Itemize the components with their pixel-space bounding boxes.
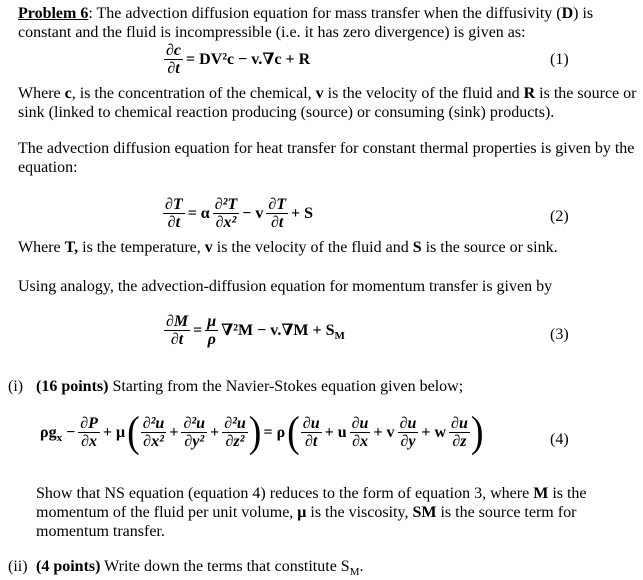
heat-intro-line1: The advection diffusion equation for heat transfer for constant thermal properties is given by the — [18, 140, 635, 157]
intro-text-a: : The advection diffusion equation for mass transfer when the diffusivity ( — [88, 5, 562, 22]
where1-line2: sink (linked to chemical reaction producing (source) or consuming (sink) products). — [18, 104, 555, 121]
show-line1: Show that NS equation (equation 4) reduces to the form of equation 3, where M is the — [36, 485, 587, 502]
equation-3: $\frac{\partial M}{\partial t}$ = $\frac{\mu}{\rho}$ $\nabla^2M - v.\nabla M + S_M$ — [166, 313, 345, 348]
where2-line: Where T, is the temperature, v is the velocity of the fluid and S is the source or sink. — [18, 239, 558, 256]
equation-1 — [163, 42, 312, 77]
analogy-line: Using analogy, the advection-diffusion equation for momentum transfer is given by — [18, 278, 553, 295]
equation-4-number: (4) — [550, 431, 569, 448]
part-ii-label: (ii) — [8, 558, 28, 575]
v-symbol: v — [315, 85, 324, 102]
problem-intro-line1 — [18, 4, 640, 23]
right-paren-2: ) — [470, 407, 484, 457]
problem-intro-line2: constant and the fluid is incompressible (i.e. it has zero divergence) is given as: — [18, 24, 526, 41]
left-paren-2: ( — [287, 407, 300, 457]
eq1-lhs-fraction: $\frac{\partial c}{\partial t}$ — [166, 42, 182, 77]
equation-2: $\frac{\partial T}{\partial t}$ = α $\frac{\text{∂²T}}{\text{∂x²}}$ − v $\frac{\partial T}{\partial t}$ + S — [165, 196, 314, 231]
right-paren-1: ) — [248, 407, 262, 457]
problem-heading: Problem 6 — [18, 5, 89, 22]
heat-intro-line2: equation: — [18, 159, 78, 176]
show-line3: momentum transfer. — [36, 523, 165, 540]
intro-text-b: ) is — [573, 5, 594, 22]
where1-line1: Where c, is the concentration of the chemical, v is the velocity of the fluid and R is the source or — [18, 85, 637, 102]
show-line2: momentum of the fluid per unit volume, μ is the viscosity, SM is the source term for — [36, 504, 577, 521]
equation-2-number: (2) — [550, 208, 569, 225]
c-symbol: c — [64, 85, 72, 102]
part-ii-text: (4 points) Write down the terms that constitute $S_M$. — [36, 558, 364, 579]
part-i-text: (16 points) Starting from the Navier-Stokes equation given below; — [36, 378, 464, 395]
eq1-rhs: = DV²c − v.∇c + R — [186, 51, 311, 68]
equation-1-number: (1) — [550, 51, 569, 68]
part-i-label: (i) — [8, 378, 24, 395]
T-symbol: T, — [64, 239, 79, 256]
equation-4: $\rho g_x$ − $\frac{\partial P}{\partial x}$ + μ ( $\frac{\text{∂²u}}{\text{∂x²}}$ + $\frac{\text{∂²u}}{\text{∂y²}}$ + $\frac{\text{∂²u}}{\text{∂z²}}$ ) = ρ ( $\frac{\partial u}{\partial t}$ + u $\frac{\partial u}{\partial x}$ + v $\frac{\partial u}{\partial y}$ + w $\frac{\partial u}{\partial z}$ ) — [40, 407, 484, 457]
R-symbol: R — [523, 85, 536, 102]
equation-3-number: (3) — [550, 326, 569, 343]
left-paren-1: ( — [127, 407, 140, 457]
diffusivity-symbol: D — [561, 5, 574, 22]
